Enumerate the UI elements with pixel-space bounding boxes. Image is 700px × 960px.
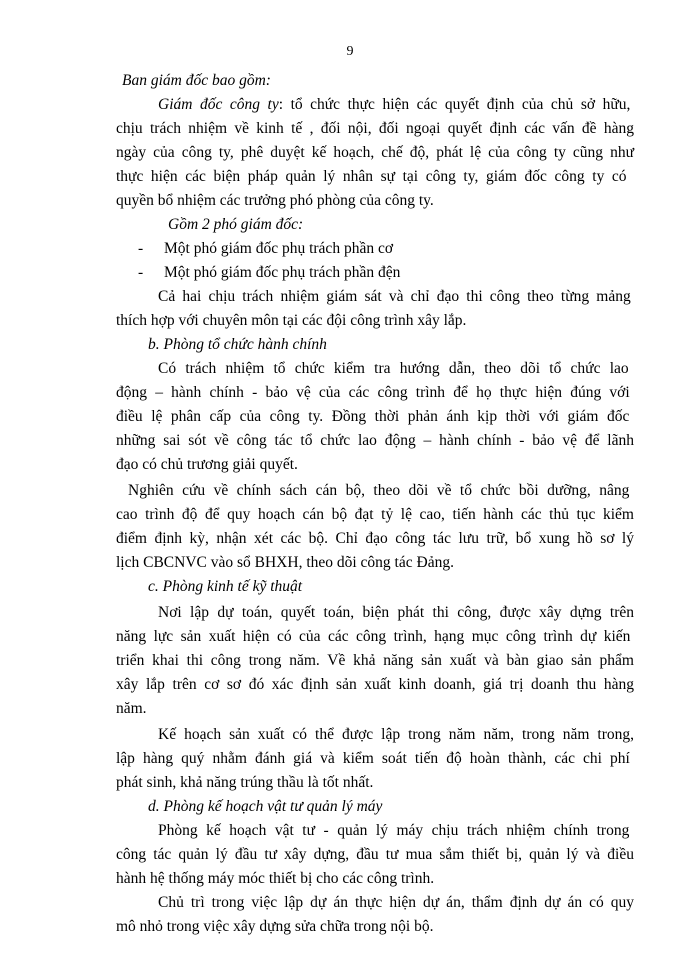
page-number: 9: [346, 44, 354, 59]
text-line: Giám đốc công ty: tổ chức thực hiện các quyết định của chủ sở hữu,: [158, 96, 631, 113]
text-line: lập hàng quý nhằm đánh giá và kiểm soát tiến độ hoàn thành, các chi phí: [116, 750, 630, 767]
text-line: Phòng kế hoạch vật tư - quản lý máy chịu trách nhiệm chính trong: [158, 822, 630, 839]
text-line: triển khai thi công trong năm. Về khả năng sản xuất và bàn giao sản phẩm: [116, 652, 634, 669]
text-line: quyền bổ nhiệm các trưởng phó phòng của công ty.: [116, 192, 434, 209]
text-line: Nơi lập dự toán, quyết toán, biện phát thi công, được xây dựng trên: [158, 604, 634, 621]
text-line: chịu trách nhiệm về kinh tế , đối nội, đối ngoại quyết định các vấn đề hàng: [116, 120, 634, 137]
text-line: Chủ trì trong việc lập dự án thực hiện dự án, thẩm định dự án có quy: [158, 894, 634, 911]
text-line: những sai sót về công tác tổ chức lao động – hành chính - bảo vệ để lãnh: [116, 432, 634, 449]
text-line: mô nhỏ trong việc xây dựng sửa chữa trong nội bộ.: [116, 918, 434, 935]
text-line: Kế hoạch sản xuất có thể được lập trong năm năm, trong năm trong,: [158, 726, 634, 743]
text-line: phát sinh, khả năng trúng thầu là tốt nhất.: [116, 774, 374, 791]
bullet-dash: -: [138, 264, 144, 281]
text-line: Một phó giám đốc phụ trách phần cơ: [164, 240, 394, 257]
text-line: năm.: [116, 700, 147, 717]
text-line: điểm định kỳ, nhận xét các bộ. Chỉ đạo công tác lưu trữ, bổ xung hồ sơ lý: [116, 530, 634, 547]
bullet-dash: -: [138, 240, 144, 257]
section-heading-line: b. Phòng tổ chức hành chính: [148, 336, 327, 353]
section-heading-line: d. Phòng kế hoạch vật tư quản lý máy: [148, 798, 383, 815]
text-line: hành hệ thống máy móc thiết bị cho các công trình.: [116, 870, 435, 887]
text-line: công tác quản lý đầu tư xây dựng, đầu tư mua sắm thiết bị, quản lý và điều: [116, 846, 634, 863]
text-line: đạo có chủ trương giải quyết.: [116, 456, 298, 473]
text-line: năng lực sản xuất hiện có của các công trình, hạng mục công trình dự kiến: [116, 628, 631, 645]
section-heading-line: Gồm 2 phó giám đốc:: [168, 216, 304, 233]
text-line: ngày của công ty, phê duyệt kế hoạch, chế độ, phát lệ của công ty cũng như: [116, 144, 634, 161]
text-line: Cả hai chịu trách nhiệm giám sát và chỉ đạo thi công theo từng mảng: [158, 288, 631, 305]
text-line: cao trình độ để quy hoạch cán bộ đạt tỷ lệ cao, tiến hành các thủ tục kiểm: [116, 506, 634, 523]
text-line: thích hợp với chuyên môn tại các đội công trình xây lắp.: [116, 312, 467, 329]
section-heading-line: Ban giám đốc bao gồm:: [122, 72, 271, 89]
text-line: xây lắp trên cơ sơ đó xác định sản xuất kinh doanh, giá trị doanh thu hàng: [116, 676, 634, 693]
text-line: động – hành chính - bảo vệ của các công trình để họ thực hiện đúng với: [116, 384, 630, 401]
text-line: Nghiên cứu về chính sách cán bộ, theo dõi về tổ chức bồi dưỡng, nâng: [128, 482, 630, 499]
text-line: Có trách nhiệm tổ chức kiểm tra hướng dẫn, theo dõi tổ chức lao: [158, 360, 629, 377]
text-line: điều lệ phân cấp của công ty. Đồng thời phản ánh kịp thời với giám đốc: [116, 408, 630, 425]
section-heading-line: c. Phòng kinh tế kỹ thuật: [148, 578, 303, 595]
text-line: thực hiện các biện pháp quản lý nhân sự tại công ty, giám đốc công ty có: [116, 168, 627, 185]
text-line: lịch CBCNVC vào sổ BHXH, theo dõi công tác Đảng.: [116, 554, 454, 571]
text-line: Một phó giám đốc phụ trách phần đện: [164, 264, 401, 281]
